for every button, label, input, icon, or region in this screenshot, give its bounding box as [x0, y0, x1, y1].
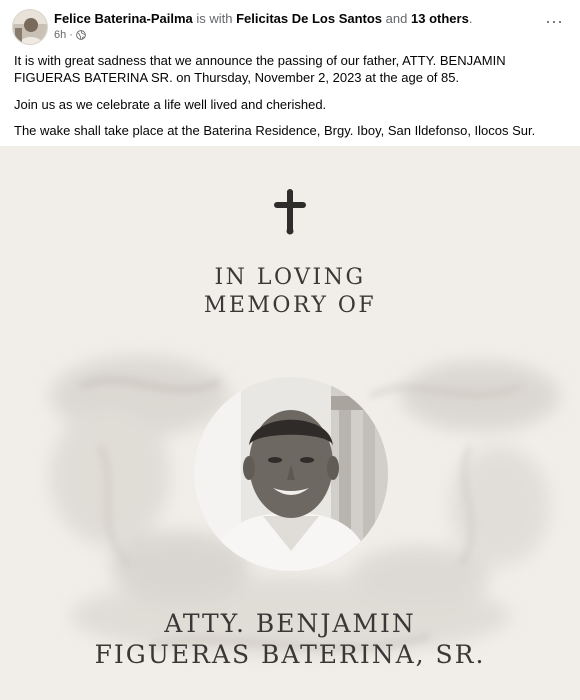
name-line-1: ATTY. BENJAMIN — [164, 609, 416, 638]
portrait-photo — [181, 376, 401, 572]
post-paragraph-3: The wake shall take place at the Baterina Residence, Brgy. Iboy, San Ildefonso, Ilocos Sur. — [14, 123, 536, 138]
period: . — [468, 11, 473, 26]
cross-icon — [273, 189, 307, 235]
tagged-person[interactable]: Felicitas De Los Santos — [236, 11, 383, 26]
deceased-name — [0, 608, 580, 670]
memorial-image[interactable] — [0, 146, 580, 700]
more-options-button[interactable] — [544, 12, 564, 30]
heading-line-2: MEMORY OF — [203, 293, 377, 318]
is-with-text: is with — [196, 11, 233, 26]
post-header — [0, 0, 580, 44]
author-line — [54, 11, 472, 27]
post-paragraph-1: It is with great sadness that we announce the passing of our father, ATTY. BENJAMIN FIGUERAS BATERINA SR. on Thursday, November 2, 2023 at the age of 85. — [14, 53, 506, 85]
globe-icon[interactable] — [76, 30, 86, 40]
post-meta — [54, 29, 86, 41]
post-text — [14, 52, 566, 148]
post-paragraph-2: Join us as we celebrate a life well lived and cherished. — [14, 97, 327, 112]
and-text: and — [385, 11, 408, 26]
meta-separator: · — [69, 29, 73, 41]
author-avatar[interactable] — [12, 9, 48, 45]
memorial-heading — [0, 264, 580, 320]
post-time[interactable]: 6h — [54, 29, 67, 41]
tagged-others[interactable]: 13 others — [411, 11, 469, 26]
author-name[interactable]: Felice Baterina-Pailma — [54, 11, 193, 26]
heading-line-1: IN LOVING — [214, 265, 366, 290]
more-options-icon: ··· — [545, 11, 563, 31]
name-line-2: FIGUERAS BATERINA, SR. — [94, 640, 486, 669]
